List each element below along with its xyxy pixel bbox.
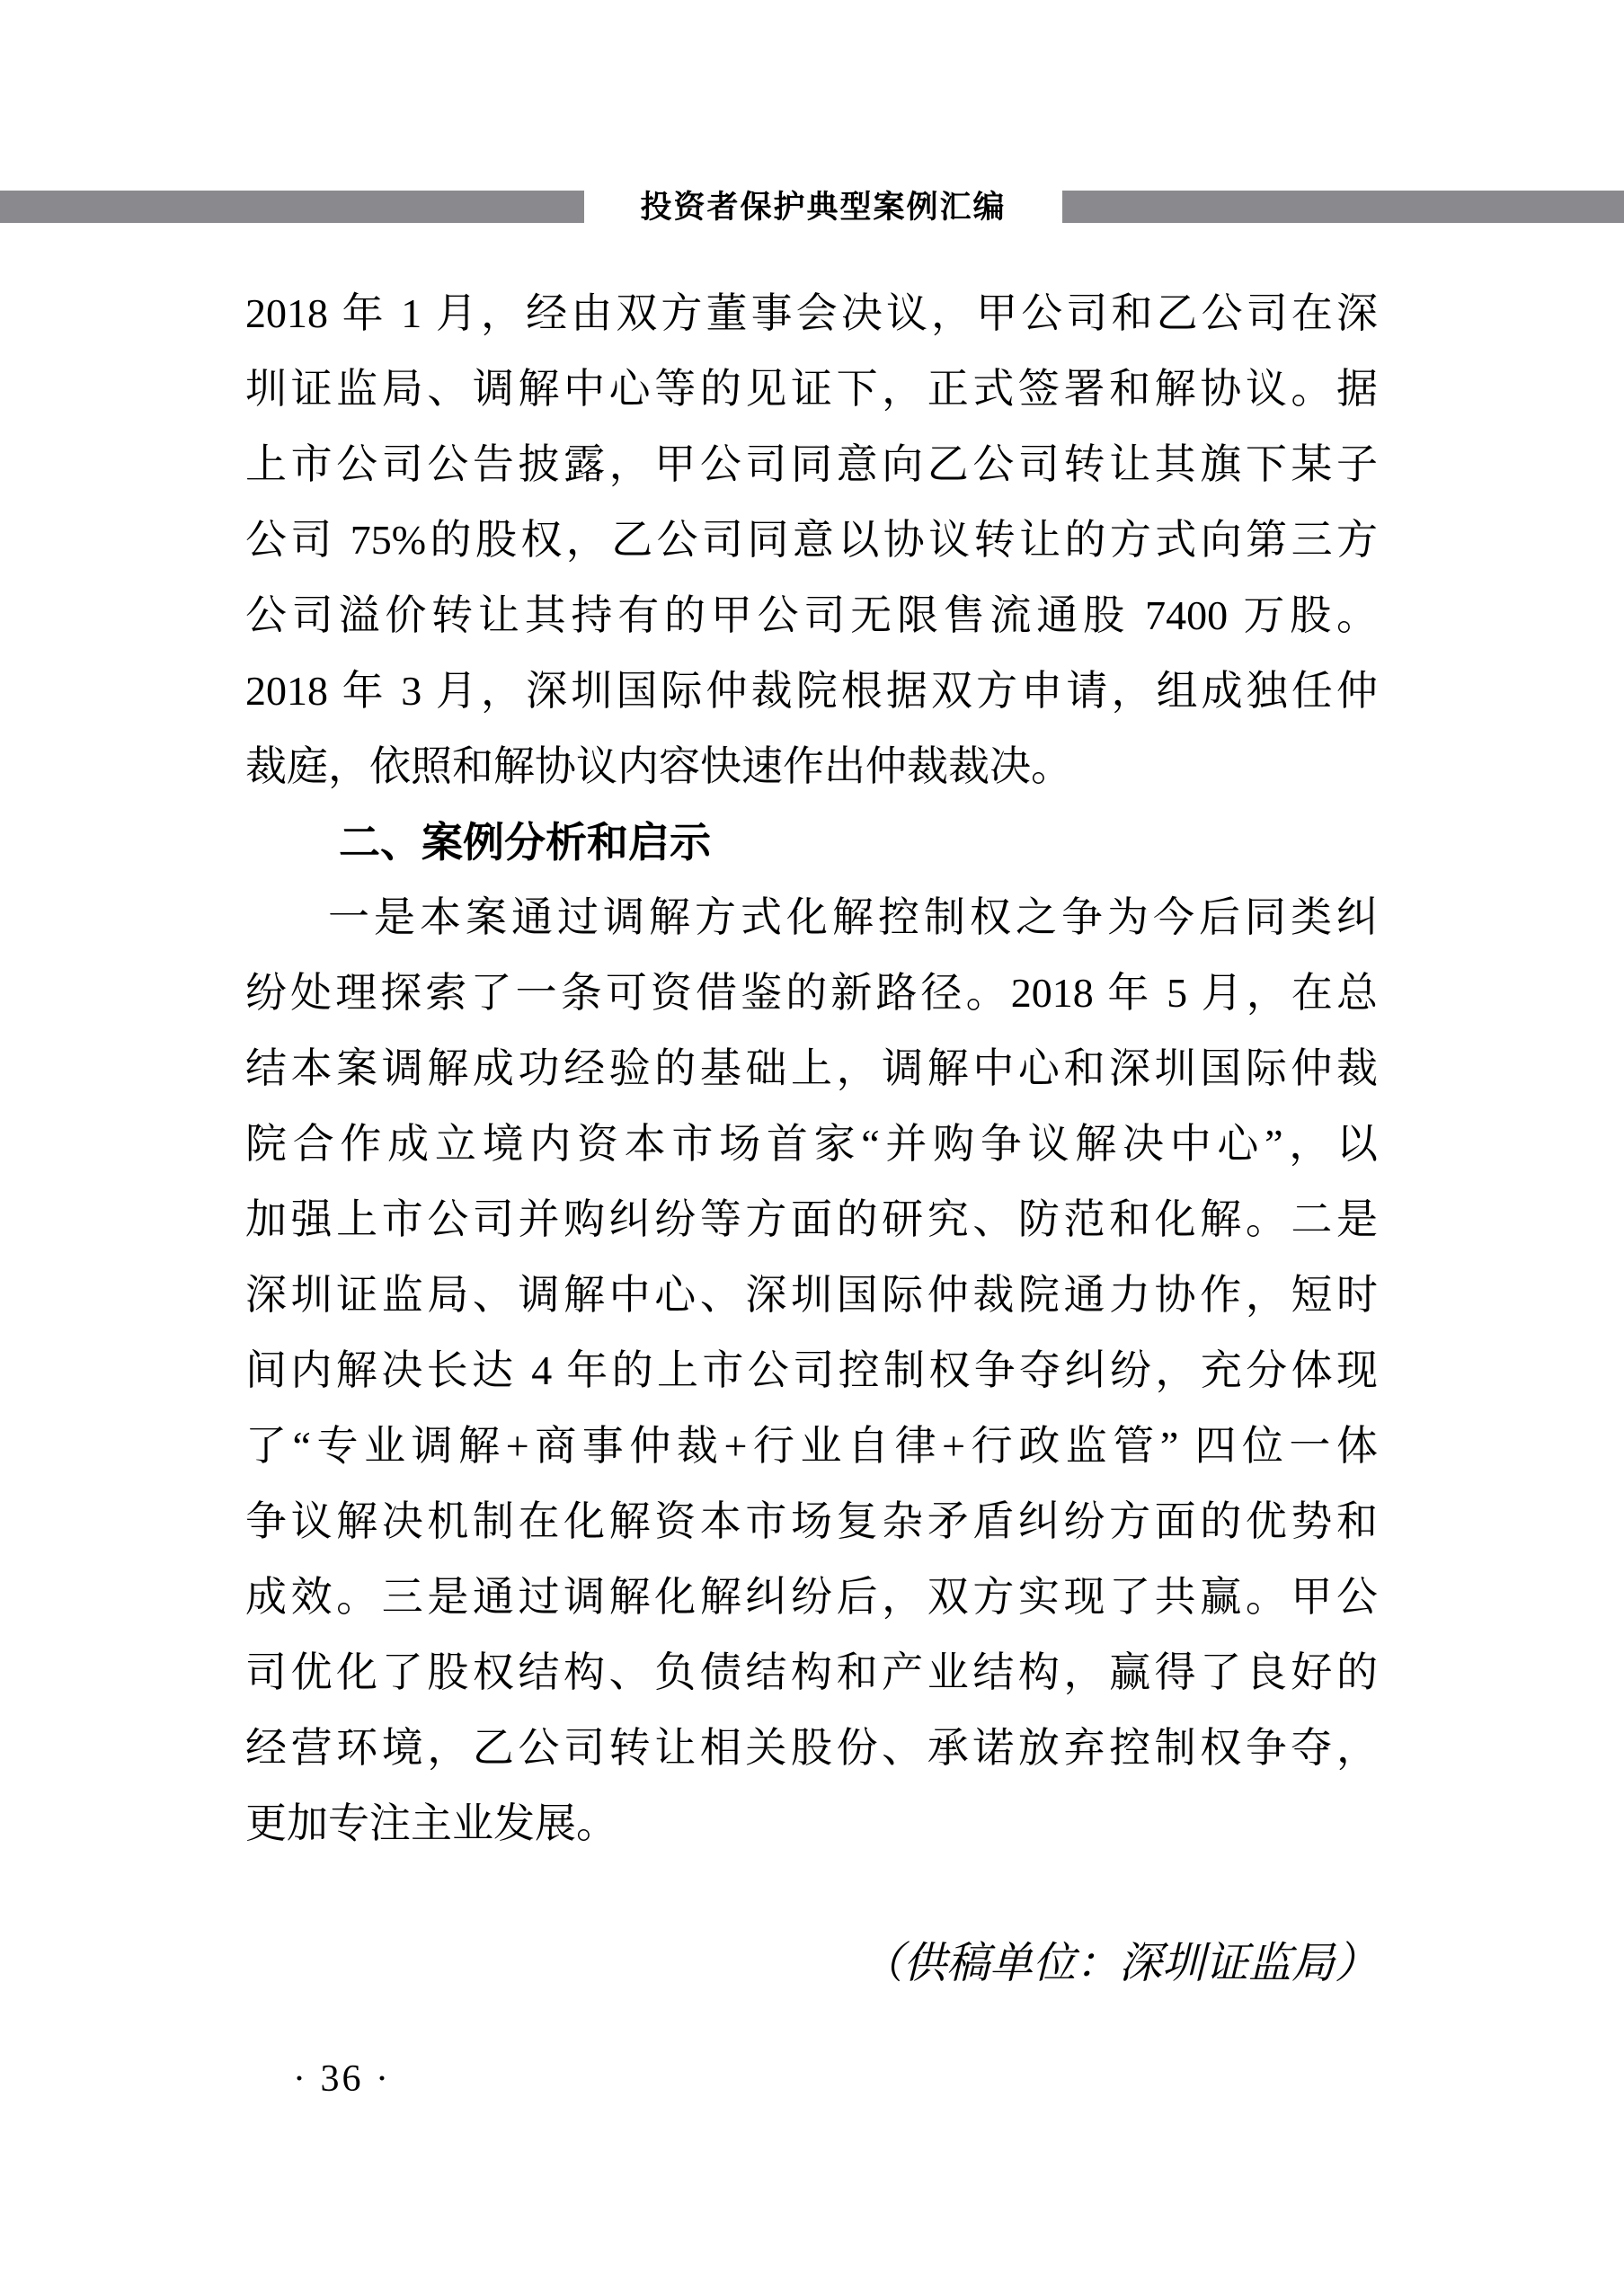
page-number: · 36 · <box>293 2058 391 2100</box>
header-bar-left <box>0 191 584 223</box>
text-line: 院合作成立境内资本市场首家“并购争议解决中心”，以 <box>245 1121 1378 1167</box>
text-line: 间内解决长达 4 年的上市公司控制权争夺纠纷，充分体现 <box>245 1347 1378 1393</box>
text-line: 圳证监局、调解中心等的见证下，正式签署和解协议。据 <box>245 366 1378 412</box>
text-line: 司优化了股权结构、负债结构和产业结构，赢得了良好的 <box>245 1649 1378 1695</box>
header-title: 投资者保护典型案例汇编 <box>640 190 1007 225</box>
text-line: 一是本案通过调解方式化解控制权之争为今后同类纠 <box>328 894 1378 940</box>
text-line: 2018 年 3 月，深圳国际仲裁院根据双方申请，组成独任仲 <box>245 668 1378 714</box>
text-line: 上市公司公告披露，甲公司同意向乙公司转让其旗下某子 <box>245 441 1378 487</box>
text-line: 公司 75%的股权，乙公司同意以协议转让的方式向第三方 <box>245 517 1378 563</box>
text-line: 2018 年 1 月，经由双方董事会决议，甲公司和乙公司在深 <box>245 290 1378 336</box>
text-line: 成效。三是通过调解化解纠纷后，双方实现了共赢。甲公 <box>245 1574 1378 1620</box>
text-line: 经营环境，乙公司转让相关股份、承诺放弃控制权争夺， <box>245 1725 1378 1771</box>
text-line: 了“专业调解+商事仲裁+行业自律+行政监管” 四位一体 <box>245 1423 1378 1469</box>
text-line: 纷处理探索了一条可资借鉴的新路径。2018 年 5 月，在总 <box>245 970 1378 1016</box>
text-line: 加强上市公司并购纠纷等方面的研究、防范和化解。二是 <box>245 1196 1378 1242</box>
attribution: （供稿单位：深圳证监局） <box>859 1940 1378 1987</box>
text-line: 深圳证监局、调解中心、深圳国际仲裁院通力协作，短时 <box>245 1272 1378 1318</box>
text-line: 公司溢价转让其持有的甲公司无限售流通股 7400 万股。 <box>245 592 1378 638</box>
document-body <box>245 276 1378 1862</box>
text-line: 结本案调解成功经验的基础上，调解中心和深圳国际仲裁 <box>245 1045 1378 1091</box>
text-line: 裁庭，依照和解协议内容快速作出仲裁裁决。 <box>245 743 1072 789</box>
section-heading: 二、案例分析和启示 <box>339 819 711 866</box>
header-bar-right <box>1062 191 1624 223</box>
text-line: 争议解决机制在化解资本市场复杂矛盾纠纷方面的优势和 <box>245 1498 1378 1544</box>
page-header <box>0 191 1624 223</box>
text-line: 更加专注主业发展。 <box>245 1800 617 1846</box>
